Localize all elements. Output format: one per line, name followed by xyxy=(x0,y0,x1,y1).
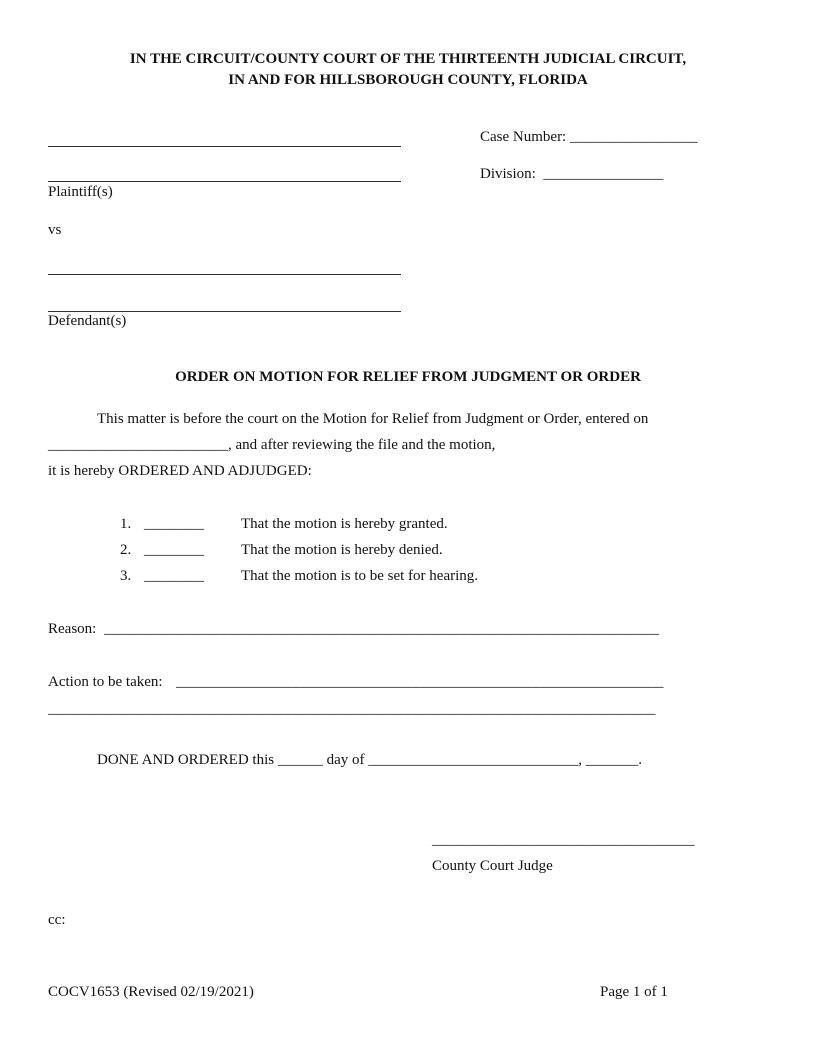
action-blank-2[interactable]: _________________________________________________________________________________ xyxy=(48,701,656,717)
reason-blank[interactable]: __________________________________________________________________________ xyxy=(104,621,659,637)
case-number-blank[interactable]: _________________ xyxy=(569,129,698,145)
plaintiff-line-2[interactable] xyxy=(48,181,401,182)
judge-signature-line[interactable]: ___________________________________ xyxy=(432,832,695,848)
option-2-text: That the motion is hereby denied. xyxy=(241,542,443,558)
option-3-number: 3. xyxy=(120,568,132,584)
judge-signature-label: County Court Judge xyxy=(432,858,553,874)
defendant-line-2[interactable] xyxy=(48,311,401,312)
case-number-label: Case Number: xyxy=(480,129,567,145)
intro-line-2: ________________________, and after reviewing the file and the motion, xyxy=(48,437,496,453)
action-blank[interactable]: _________________________________________________________________ xyxy=(176,674,664,690)
option-1-number: 1. xyxy=(120,516,132,532)
division-label: Division: xyxy=(480,166,536,182)
done-and-ordered: DONE AND ORDERED this ______ day of ____________________________, _______. xyxy=(97,752,642,768)
case-number-field xyxy=(480,129,697,146)
option-2-blank[interactable]: ________ xyxy=(144,542,204,558)
option-3-blank[interactable]: ________ xyxy=(144,568,204,584)
court-header-line-1: IN THE CIRCUIT/COUNTY COURT OF THE THIRTEENTH JUDICIAL CIRCUIT, xyxy=(129,51,687,67)
option-2-number: 2. xyxy=(120,542,132,558)
order-title: ORDER ON MOTION FOR RELIEF FROM JUDGMENT OR ORDER xyxy=(175,369,641,385)
intro-line-1: This matter is before the court on the Motion for Relief from Judgment or Order, entered on xyxy=(97,411,649,427)
action-label: Action to be taken: xyxy=(48,674,163,690)
option-1-blank[interactable]: ________ xyxy=(144,516,204,532)
plaintiff-line-1[interactable] xyxy=(48,146,401,147)
division-field xyxy=(480,166,663,183)
court-header-line-2: IN AND FOR HILLSBOROUGH COUNTY, FLORIDA xyxy=(228,72,588,88)
defendant-line-1[interactable] xyxy=(48,274,401,275)
plaintiff-label: Plaintiff(s) xyxy=(48,184,113,200)
intro-line-3: it is hereby ORDERED AND ADJUDGED: xyxy=(48,463,312,479)
reason-label: Reason: xyxy=(48,621,97,637)
page-number: Page 1 of 1 xyxy=(600,984,668,1000)
option-1-text: That the motion is hereby granted. xyxy=(241,516,448,532)
form-id: COCV1653 (Revised 02/19/2021) xyxy=(48,984,254,1000)
cc-label: cc: xyxy=(48,912,66,928)
vs-label: vs xyxy=(48,222,62,238)
option-3-text: That the motion is to be set for hearing. xyxy=(241,568,479,584)
division-blank[interactable]: ________________ xyxy=(543,166,664,182)
defendant-label: Defendant(s) xyxy=(48,313,127,329)
